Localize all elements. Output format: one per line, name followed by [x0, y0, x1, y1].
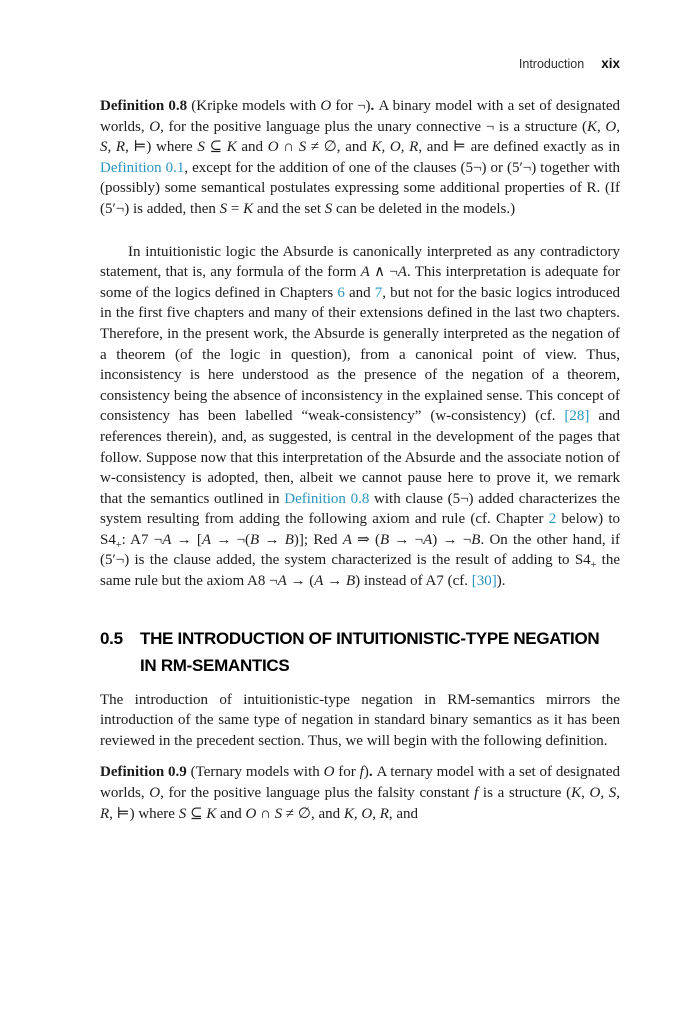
- text-run: Definition 0.8: [100, 98, 188, 114]
- text-run: B: [471, 531, 481, 548]
- text-run: A: [423, 531, 433, 548]
- text-run: (Ternary models with: [186, 764, 324, 781]
- text-run: ⊆: [186, 805, 207, 822]
- section-0-5-heading: [100, 625, 620, 679]
- text-run: and references therein), and, as suggested, is central in the development of the pages that follow. Suppose now that this interpretation of the Absurde and the associate notion of w-consistency is adopted, then, albeit we cannot pause here to prove it, we remark that the semantics outlined in: [100, 408, 620, 507]
- page-body: [100, 96, 620, 824]
- text-run: O: [267, 139, 279, 156]
- section-title: [140, 625, 599, 679]
- text-run: f: [474, 785, 479, 802]
- page-number: xix: [601, 56, 620, 71]
- paragraph-absurde: [100, 242, 620, 592]
- text-run: , ⊨) where: [109, 805, 179, 822]
- text-run: A: [314, 573, 324, 590]
- text-run: →: [259, 531, 285, 548]
- text-run: ≠ ∅, and: [282, 805, 344, 822]
- text-run: K, O, S, R: [100, 118, 620, 156]
- text-run: K, O, R: [371, 139, 419, 156]
- chapter-7-link[interactable]: 7: [374, 284, 383, 301]
- paragraph-rm-intro: [100, 690, 620, 752]
- text-run: A: [277, 573, 287, 590]
- text-run: ∩: [278, 139, 299, 156]
- text-run: A: [201, 531, 212, 548]
- section-title-line: IN RM-SEMANTICS: [140, 655, 290, 675]
- text-run: , except for the addition of one of the clauses (5¬) or (5′¬) together with (possibly) some semantical postulates expressing some additional properties of R. (If (5′¬) is added, then: [100, 159, 620, 217]
- text-run: A: [397, 264, 407, 281]
- text-run: A binary model with a set of designated worlds,: [100, 98, 621, 135]
- text-run: → ¬: [389, 531, 424, 548]
- text-run: ∩: [256, 805, 275, 822]
- text-run: A ternary model with a set of designated worlds,: [100, 764, 621, 802]
- ref-30-link[interactable]: [30]: [471, 573, 497, 590]
- text-run: The introduction of intuitionistic-type negation in RM-semantics mirrors the introduction of the same type of negation in standard binary semantics as it has been reviewed in the precedent section. Thus, we will begin with the following definition.: [100, 691, 620, 749]
- text-run: )]; Red: [293, 531, 343, 548]
- text-run: =: [227, 200, 244, 217]
- text-run: K, O, R: [343, 805, 389, 822]
- text-run: ≠ ∅, and: [306, 139, 372, 156]
- text-run: the same rule but the axiom A8 ¬: [100, 552, 621, 590]
- section-title-line: THE INTRODUCTION OF INTUITIONISTIC-TYPE NEGATION: [140, 628, 600, 648]
- text-run: ).: [496, 573, 506, 590]
- text-run: → [: [171, 531, 202, 548]
- text-run: for ¬): [331, 98, 371, 114]
- text-run: with clause (5¬) added characterizes the system resulting from adding the following axiom and rule (cf. Chapter: [100, 490, 621, 528]
- chapter-6-link[interactable]: 6: [337, 284, 345, 301]
- text-run: and: [344, 284, 375, 301]
- text-run: ) instead of A7 (cf.: [355, 573, 472, 590]
- text-run: . On the other hand, if (5′¬) is the clause added, the system characterized is the result of adding to S4: [100, 531, 620, 569]
- text-run: , and ⊨ are defined exactly as in: [418, 139, 620, 156]
- text-run: In intuitionistic logic the Absurde is canonically interpreted as any contradictory statement, that is, any formula of the form: [100, 243, 620, 281]
- text-run: O: [320, 98, 332, 114]
- text-run: ∧ ¬: [369, 264, 398, 281]
- text-run: S: [324, 200, 333, 217]
- text-run: S: [178, 805, 187, 822]
- section-number: 0.5: [100, 628, 123, 648]
- text-run: is a structure (: [478, 785, 572, 802]
- text-run: S: [197, 139, 205, 156]
- text-column: [100, 0, 620, 824]
- text-run: and: [236, 139, 268, 156]
- text-run: : A7 ¬: [121, 531, 163, 548]
- text-run: A: [162, 531, 172, 548]
- definition-0-8: [100, 96, 620, 220]
- text-run: S: [298, 139, 307, 156]
- text-run: , for the positive language plus the falsity constant: [160, 785, 475, 802]
- running-header: [100, 56, 620, 71]
- definition-0-1-link[interactable]: Definition 0.1: [100, 159, 185, 176]
- text-run: f: [359, 764, 364, 781]
- text-run: Definition 0.9: [100, 764, 187, 781]
- text-run: O: [323, 764, 335, 781]
- text-run: ) → ¬: [432, 531, 472, 548]
- text-run: ⊆: [204, 139, 227, 156]
- text-run: A: [360, 264, 370, 281]
- text-run: and: [216, 805, 246, 822]
- text-run: and the set: [253, 200, 325, 217]
- text-run: can be deleted in the models.): [332, 200, 516, 217]
- text-run: →: [323, 573, 346, 590]
- text-run: . This interpretation is adequate for some of the logics defined in Chapters: [100, 264, 620, 301]
- text-run: B: [284, 531, 294, 548]
- text-run: +: [115, 539, 122, 551]
- text-run: .: [370, 98, 379, 114]
- text-run: A: [342, 531, 352, 548]
- text-run: +: [590, 560, 597, 572]
- text-run: , for the positive language plus the unary connective ¬ is a structure (: [160, 118, 587, 135]
- text-run: S: [274, 805, 283, 822]
- text-run: B: [250, 531, 260, 548]
- chapter-2-link[interactable]: 2: [548, 511, 557, 528]
- text-run: B: [379, 531, 390, 548]
- ref-28-link[interactable]: [28]: [564, 408, 590, 425]
- text-run: for: [334, 764, 360, 781]
- text-run: K: [206, 805, 217, 822]
- definition-0-8-link[interactable]: Definition 0.8: [284, 490, 370, 507]
- text-run: , and: [388, 805, 419, 822]
- text-run: K: [226, 139, 237, 156]
- text-run: below) to S4: [100, 511, 620, 548]
- text-run: → ¬(: [211, 531, 251, 548]
- text-run: .: [368, 764, 377, 781]
- text-run: O: [149, 118, 161, 135]
- text-run: (Kripke models with: [187, 98, 321, 114]
- text-run: , but not for the basic logics introduced in the first five chapters and many of their extensions defined in the last two chapters. Therefore, in the present work, the Absurde is generally interpreted as the negation of a theorem (of the logic in question), from a canonical point of view. Thus, inconsistency is here understood as the presence of the negation of a theorem, consistency being the absence of inconsistency in the explained sense. This concept of consistency has been labelled “weak-consistency” (w-consistency) (cf.: [100, 284, 620, 425]
- text-run: ): [363, 764, 369, 781]
- text-run: S: [219, 200, 228, 217]
- text-run: B: [345, 573, 356, 590]
- running-title: Introduction: [518, 57, 585, 71]
- definition-0-9: [100, 762, 620, 824]
- text-run: O: [245, 805, 257, 822]
- text-run: K: [243, 200, 254, 217]
- text-run: , ⊨) where: [125, 139, 198, 156]
- text-run: ⇒ (: [351, 531, 380, 548]
- text-run: K, O, S, R: [100, 785, 620, 822]
- text-run: → (: [286, 573, 315, 590]
- text-run: O: [149, 785, 161, 802]
